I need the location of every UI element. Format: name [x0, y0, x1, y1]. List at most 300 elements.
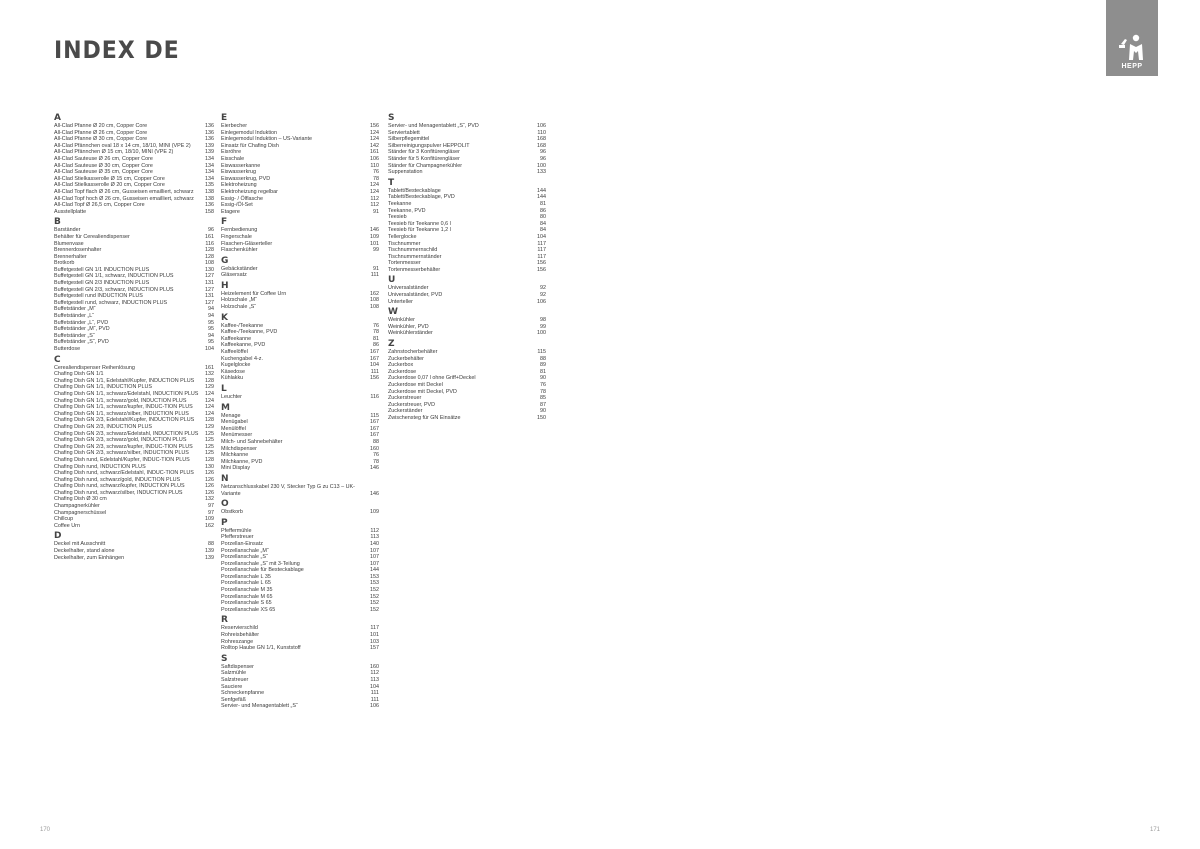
index-entry [221, 189, 379, 196]
index-entry [54, 464, 214, 471]
index-entry [221, 664, 379, 671]
index-entry-name: Tortenmesser [388, 260, 421, 267]
index-entry [388, 123, 546, 130]
index-entry-name: Chafing Dish Ø 30 cm [54, 496, 107, 503]
index-entry-name: Weinkühler, PVD [388, 323, 429, 330]
index-entry-page: 138 [205, 195, 214, 202]
index-entry-page: 110 [370, 162, 379, 169]
index-entry [221, 684, 379, 691]
index-entry-name: Flaschen-Gläserteller [221, 240, 273, 247]
index-entry [54, 346, 214, 353]
index-letter-heading: C [54, 354, 61, 365]
index-entry-name: Zwischensteg für GN Einsätze [388, 414, 461, 421]
index-entry [221, 123, 379, 130]
index-entry-name: Chafing Dish rund, INDUCTION PLUS [54, 463, 146, 470]
index-entry-page: 78 [373, 175, 379, 182]
index-entry-name: Buffetgestell GN 1/1, schwarz, INDUCTION PLUS [54, 273, 174, 280]
index-entry-page: 111 [370, 272, 379, 279]
index-entry-name: Saftdispenser [221, 663, 254, 670]
index-entry [388, 163, 546, 170]
index-entry [221, 639, 379, 646]
index-entry [388, 402, 546, 409]
index-entry-page: 144 [537, 194, 546, 201]
index-entry-page: 112 [370, 202, 379, 209]
index-letter-heading: D [54, 531, 62, 542]
index-entry-name: Porzellanschale für Besteckablage [221, 567, 304, 574]
index-letter-heading: G [221, 255, 229, 266]
index-entry [54, 234, 214, 241]
index-entry [54, 431, 214, 438]
index-entry-name: All-Clad Sauteuse Ø 30 cm, Copper Core [54, 162, 153, 169]
index-entry-name: Menümesser [221, 432, 253, 439]
index-entry-name: Chafing Dish rund, schwarz/Edelstahl, INDUC-TION PLUS [54, 470, 194, 477]
index-entry-name: Elektroheizung [221, 182, 257, 189]
index-entry-page: 88 [208, 541, 214, 548]
index-entry [221, 297, 379, 304]
index-entry-page: 107 [370, 547, 379, 554]
index-entry-name: Buffetgestell GN 2/3, schwarz, INDUCTION PLUS [54, 286, 174, 293]
index-entry-page: 124 [205, 397, 214, 404]
index-entry [54, 371, 214, 378]
index-entry [54, 267, 214, 274]
index-entry [221, 541, 379, 548]
index-entry-name: Unterteller [388, 298, 413, 305]
index-entry [388, 349, 546, 356]
index-entry-page: 86 [540, 207, 546, 214]
index-entry-name: Holzschale „S“ [221, 304, 257, 311]
index-entry-name: Chafing Dish GN 1/1, Edelstahl/Kupfer, INDUCTION PLUS [54, 377, 195, 384]
index-letter-heading: T [388, 177, 395, 188]
index-entry [221, 247, 379, 254]
index-entry [221, 452, 379, 459]
index-entry-name: Coffee Urn [54, 522, 80, 529]
index-letter-heading: E [221, 113, 228, 123]
index-entry-name: Gläsersatz [221, 272, 247, 279]
index-entry [388, 389, 546, 396]
index-entry-name: Silberpflegemittel [388, 136, 430, 143]
index-entry [388, 188, 546, 195]
index-entry-page: 133 [537, 169, 546, 176]
index-entry-page: 152 [370, 606, 379, 613]
index-entry-name: Holzschale „M“ [221, 297, 257, 304]
index-column-1 [54, 111, 214, 561]
index-entry [388, 415, 546, 422]
index-entry [54, 123, 214, 130]
index-entry-page: 128 [205, 253, 214, 260]
index-entry-name: Einlegemodul Induktion – US-Variante [221, 136, 312, 143]
index-entry [54, 490, 214, 497]
index-entry-name: Teekanne, PVD [388, 207, 426, 214]
index-entry-page: 144 [370, 567, 379, 574]
index-entry-page: 124 [370, 182, 379, 189]
index-entry [221, 336, 379, 343]
index-entry-page: 117 [370, 625, 379, 632]
index-entry [388, 299, 546, 306]
index-entry-name: Porzellanschale L 35 [221, 573, 271, 580]
index-entry [54, 280, 214, 287]
index-entry-page: 134 [205, 169, 214, 176]
index-entry-page: 124 [370, 129, 379, 136]
index-entry [388, 369, 546, 376]
index-entry-page: 139 [205, 554, 214, 561]
index-entry-page: 99 [540, 323, 546, 330]
index-entry-name: Brennerdosenhalter [54, 247, 102, 254]
index-entry-name: Menage [221, 412, 241, 419]
index-entry-page: 132 [205, 371, 214, 378]
index-entry-page: 81 [540, 200, 546, 207]
index-letter-heading: O [221, 499, 229, 510]
index-entry-page: 146 [370, 227, 379, 234]
index-entry [54, 156, 214, 163]
index-entry [221, 426, 379, 433]
index-entry-page: 96 [540, 155, 546, 162]
index-entry-name: Buffetständer „M“, PVD [54, 326, 110, 333]
index-entry-page: 161 [205, 233, 214, 240]
index-entry-name: Chafing Dish GN 1/1, INDUCTION PLUS [54, 384, 152, 391]
index-entry-page: 94 [208, 313, 214, 320]
index-entry-page: 111 [370, 368, 379, 375]
index-entry [54, 136, 214, 143]
index-entry [388, 362, 546, 369]
index-entry [54, 548, 214, 555]
index-entry-name: Mini Display [221, 465, 251, 472]
index-entry [54, 417, 214, 424]
index-entry-page: 139 [205, 142, 214, 149]
index-entry-page: 104 [370, 683, 379, 690]
index-entry-name: All-Clad Topf hoch Ø 26 cm, Gusseisen emailliert, schwarz [54, 195, 194, 202]
index-entry-name: All-Clad Sauteuse Ø 35 cm, Copper Core [54, 169, 153, 176]
index-entry [54, 189, 214, 196]
index-entry-name: Milchkanne [221, 452, 249, 459]
index-entry-page: 84 [540, 227, 546, 234]
index-entry-page: 128 [205, 247, 214, 254]
index-entry [221, 329, 379, 336]
index-entry-name: Tortenmesserbehälter [388, 266, 441, 273]
index-entry [221, 234, 379, 241]
index-entry-page: 96 [540, 149, 546, 156]
index-entry-page: 115 [370, 412, 379, 419]
index-entry-page: 127 [205, 286, 214, 293]
index-column-2 [221, 111, 379, 710]
index-letter-heading: P [221, 517, 228, 528]
index-entry-name: Kaffeelöffel [221, 349, 248, 356]
index-entry [388, 143, 546, 150]
index-entry-page: 78 [373, 458, 379, 465]
index-entry-name: Kuchengabel 4-z. [221, 355, 263, 362]
index-entry-name: Teekanne [388, 200, 412, 207]
index-entry-name: All-Clad Pfännchen Ø 15 cm, 18/10, MINI (VPE 2) [54, 149, 174, 156]
index-entry-name: Kaffee-/Teekanne [221, 322, 264, 329]
index-entry-name: Eiswasserkrug, PVD [221, 175, 271, 182]
index-letter-heading: W [388, 307, 398, 318]
index-entry-name: Essig-/Öl-Set [221, 202, 253, 209]
index-entry [54, 300, 214, 307]
index-entry-name: Porzellanschale „M“ [221, 547, 269, 554]
index-entry-page: 86 [373, 342, 379, 349]
index-entry [54, 326, 214, 333]
index-entry-name: Zuckerstreuer [388, 395, 422, 402]
index-entry-page: 107 [370, 554, 379, 561]
index-entry [54, 541, 214, 548]
index-entry-name: Brennerhalter [54, 253, 87, 260]
index-entry [221, 356, 379, 363]
index-entry-page: 126 [205, 476, 214, 483]
index-entry-page: 108 [205, 260, 214, 267]
index-entry-name: Kaffee-/Teekanne, PVD [221, 329, 278, 336]
index-entry-name: Zuckerdose [388, 368, 417, 375]
index-entry-page: 109 [370, 233, 379, 240]
index-entry [221, 509, 379, 516]
index-entry [54, 247, 214, 254]
index-entry-name: Porzellanschale M 35 [221, 587, 273, 594]
index-entry-page: 97 [208, 503, 214, 510]
index-entry-name: Behälter für Cerealiendispenser [54, 233, 130, 240]
index-entry [388, 221, 546, 228]
index-entry [221, 413, 379, 420]
index-entry-name: Weinkühlerständer [388, 330, 433, 337]
index-entry-name: Gebäckständer [221, 265, 258, 272]
index-entry-page: 106 [537, 123, 546, 129]
index-entry-name: Champagnerschüssel [54, 509, 107, 516]
index-entry-page: 91 [373, 208, 379, 215]
index-entry-name: Buffetgestell rund INDUCTION PLUS [54, 293, 143, 300]
index-entry-page: 160 [370, 663, 379, 670]
index-entry [388, 285, 546, 292]
index-entry [221, 548, 379, 555]
index-entry-page: 129 [205, 384, 214, 391]
index-entry-name: Tellerglocke [388, 233, 417, 240]
index-entry-name: Käsedose [221, 368, 245, 375]
index-entry-page: 162 [205, 522, 214, 529]
index-letter-heading: F [221, 217, 228, 228]
index-entry-page: 85 [540, 395, 546, 402]
index-entry-name: Zuckerdose mit Deckel [388, 382, 443, 388]
index-entry-page: 94 [208, 306, 214, 313]
index-entry-page: 157 [370, 645, 379, 652]
index-entry-page: 126 [205, 483, 214, 490]
index-entry-page: 152 [370, 600, 379, 607]
index-entry-name: Weinkühler [388, 317, 415, 324]
index-letter-heading: M [221, 402, 230, 413]
index-entry-page: 117 [537, 253, 546, 260]
index-entry [54, 320, 214, 327]
index-letter-heading: L [221, 384, 227, 394]
index-entry-name: All-Clad Pfanne Ø 30 cm, Copper Core [54, 136, 148, 143]
index-entry-name: Chafing Dish rund, schwarz/kupfer, INDUCTION PLUS [54, 483, 185, 490]
index-entry-page: 131 [205, 293, 214, 300]
index-entry [54, 339, 214, 346]
index-entry [54, 306, 214, 313]
index-entry-name: Fernbedienung [221, 227, 258, 234]
index-entry-page: 112 [370, 527, 379, 534]
index-entry-page: 125 [205, 437, 214, 444]
index-entry-name: Eierbecher [221, 123, 248, 129]
index-entry [54, 450, 214, 457]
index-entry-name: Chafing Dish GN 2/3, schwarz/gold, INDUCTION PLUS [54, 437, 187, 444]
index-entry [221, 594, 379, 601]
index-entry-page: 167 [370, 349, 379, 356]
index-entry-name: Sauciere [221, 683, 243, 690]
index-entry [54, 182, 214, 189]
index-entry-page: 125 [205, 450, 214, 457]
index-entry-name: All-Clad Sauteuse Ø 26 cm, Copper Core [54, 155, 153, 162]
index-entry [221, 465, 379, 472]
index-entry [54, 437, 214, 444]
index-entry [54, 293, 214, 300]
index-entry-page: 125 [205, 443, 214, 450]
index-entry-page: 139 [205, 548, 214, 555]
index-entry [221, 574, 379, 581]
index-entry-name: All-Clad Pfännchen oval 18 x 14 cm, 18/10, MINI (VPE 2) [54, 142, 191, 149]
index-entry-name: Heizelement für Coffee Urn [221, 290, 287, 297]
index-entry-name: Eiswasserkanne [221, 162, 261, 169]
index-entry [221, 149, 379, 156]
index-entry [54, 411, 214, 418]
index-entry [221, 697, 379, 704]
index-entry-page: 131 [205, 280, 214, 287]
index-entry-name: Pfefferstreuer [221, 534, 254, 541]
index-entry-page: 76 [373, 322, 379, 329]
index-entry [221, 484, 379, 497]
index-entry-page: 124 [205, 404, 214, 411]
index-entry-page: 140 [370, 540, 379, 547]
index-entry-name: Tablett/Besteckablage [388, 187, 441, 194]
index-entry-page: 162 [370, 290, 379, 297]
index-letter-heading: R [221, 615, 228, 626]
index-entry-name: Tablett/Besteckablage, PVD [388, 194, 455, 201]
page-number-left: 170 [40, 827, 51, 833]
index-entry-page: 144 [537, 187, 546, 194]
index-entry [54, 555, 214, 562]
index-entry-page: 128 [205, 456, 214, 463]
index-entry-page: 106 [537, 298, 546, 305]
index-entry-name: Tischnummer [388, 240, 421, 247]
index-entry-name: Milchdispenser [221, 445, 257, 452]
index-entry-page: 136 [205, 136, 214, 143]
index-entry-page: 138 [205, 188, 214, 195]
index-entry [221, 163, 379, 170]
index-entry-page: 150 [537, 414, 546, 421]
index-entry [54, 149, 214, 156]
index-entry-name: Pfeffermühle [221, 527, 252, 534]
index-entry-name: Zuckerbox [388, 362, 414, 369]
index-entry-name: Kühlakku [221, 375, 244, 382]
index-entry-name: Obstkorb [221, 509, 243, 516]
index-entry-page: 103 [370, 638, 379, 645]
index-entry-name: Brotkorb [54, 260, 75, 267]
index-entry-page: 139 [205, 149, 214, 156]
index-entry-page: 153 [370, 580, 379, 587]
index-entry [388, 375, 546, 382]
index-entry [221, 241, 379, 248]
index-entry [221, 136, 379, 143]
index-entry-page: 112 [370, 670, 379, 677]
index-entry [221, 670, 379, 677]
index-entry-page: 98 [540, 317, 546, 324]
index-entry [221, 561, 379, 568]
index-entry-page: 126 [205, 470, 214, 477]
index-entry-page: 128 [205, 377, 214, 384]
index-entry-page: 109 [370, 509, 379, 516]
index-entry [388, 201, 546, 208]
index-entry-name: Servier- und Menagentablett „S“ [221, 703, 298, 710]
index-entry [221, 362, 379, 369]
index-entry [388, 234, 546, 241]
index-entry-name: Milch- und Sahnebehälter [221, 438, 283, 445]
index-entry [388, 267, 546, 274]
index-entry [221, 209, 379, 216]
index-entry [221, 528, 379, 535]
index-entry [388, 156, 546, 163]
index-entry [221, 182, 379, 189]
index-entry [388, 130, 546, 137]
index-entry [54, 209, 214, 216]
index-entry-name: Milchkanne, PVD [221, 458, 263, 465]
index-entry-page: 116 [370, 394, 379, 400]
index-entry [54, 313, 214, 320]
index-entry-name: Universalständer [388, 285, 429, 292]
index-entry-page: 124 [205, 410, 214, 417]
index-letter-heading: B [54, 217, 61, 228]
index-entry-name: Barständer [54, 227, 81, 234]
index-entry-page: 134 [205, 175, 214, 182]
index-entry-page: 91 [373, 265, 379, 272]
index-entry [54, 130, 214, 137]
index-entry [54, 365, 214, 372]
index-entry [221, 459, 379, 466]
index-entry [221, 645, 379, 652]
index-entry [54, 196, 214, 203]
index-entry-name: Tischnummernschild [388, 247, 438, 254]
index-entry-page: 111 [370, 690, 379, 697]
index-entry-page: 146 [370, 465, 379, 472]
index-entry [221, 130, 379, 137]
index-entry-name: Rolltop Haube GN 1/1, Kunststoff [221, 645, 301, 652]
index-entry [54, 202, 214, 209]
index-entry-page: 76 [373, 169, 379, 176]
index-entry [221, 304, 379, 311]
index-entry-name: Elektroheizung regelbar [221, 188, 278, 195]
index-entry-name: Butterdose [54, 346, 81, 352]
index-entry-name: Kaffeekanne [221, 335, 252, 342]
index-entry-page: 81 [540, 368, 546, 375]
index-entry [54, 333, 214, 340]
index-entry-page: 156 [370, 375, 379, 382]
index-entry [221, 567, 379, 574]
index-letter-heading: H [221, 280, 229, 291]
index-entry-name: Chafing Dish GN 1/1 [54, 371, 104, 378]
index-entry-page: 153 [370, 573, 379, 580]
brand-logo [1106, 0, 1158, 76]
index-entry-page: 101 [370, 240, 379, 247]
index-entry-page: 127 [205, 299, 214, 306]
index-entry [388, 356, 546, 363]
index-entry-name: Menülöffel [221, 425, 246, 432]
index-entry [221, 266, 379, 273]
index-entry-page: 136 [205, 123, 214, 129]
index-entry [388, 149, 546, 156]
index-entry [54, 391, 214, 398]
index-entry-name: Chafing Dish GN 1/1, schwarz/Edelstahl, INDUCTION PLUS [54, 390, 199, 397]
index-entry [221, 143, 379, 150]
index-entry-page: 168 [537, 136, 546, 143]
index-entry [54, 483, 214, 490]
index-entry-page: 78 [373, 329, 379, 336]
index-entry-page: 156 [370, 123, 379, 129]
index-entry-name: Zuckerstreuer, PVD [388, 401, 436, 408]
index-entry-name: Eisröhre [221, 149, 242, 156]
index-entry-page: 92 [540, 285, 546, 292]
